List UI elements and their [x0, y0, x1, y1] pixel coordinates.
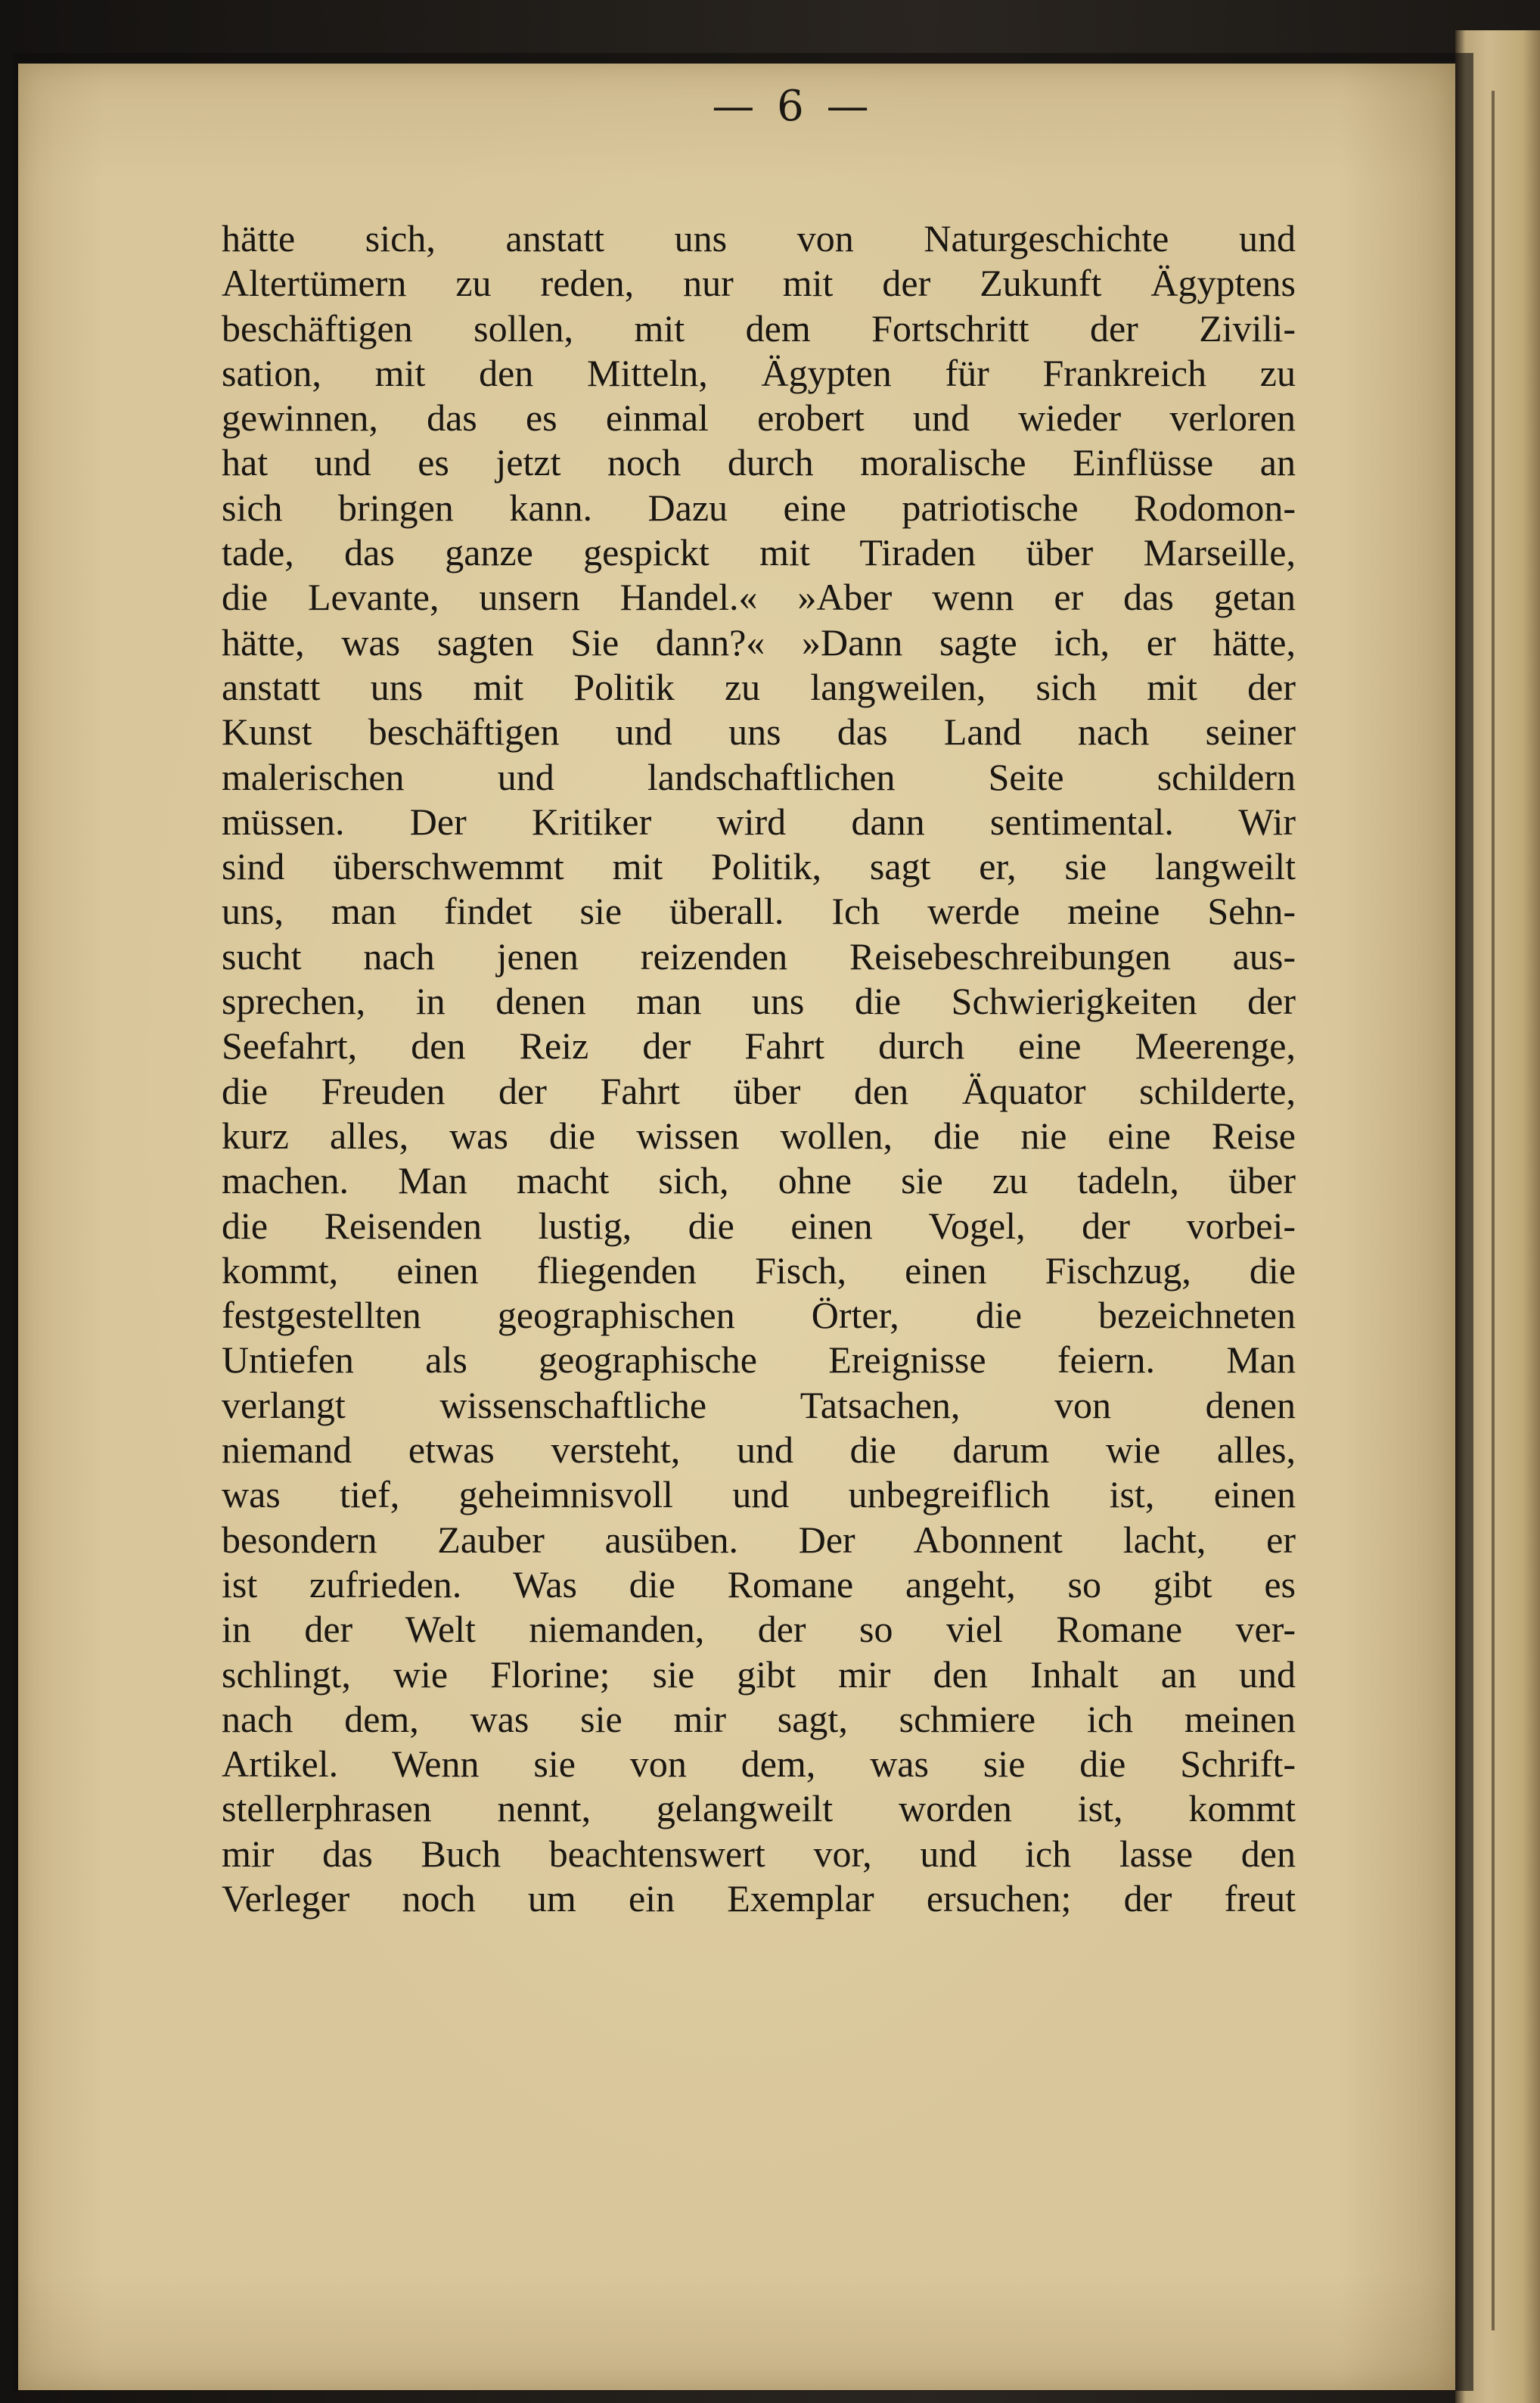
text-line: ist zufrieden. Was die Romane angeht, so gibt es: [222, 1562, 1296, 1606]
text-line: müssen. Der Kritiker wird dann sentimental. Wir: [222, 800, 1296, 843]
body-text: [222, 216, 1296, 1921]
text-line: sind überschwemmt mit Politik, sagt er, sie langweilt: [222, 845, 1296, 888]
text-line: kommt, einen fliegenden Fisch, einen Fischzug, die: [222, 1248, 1296, 1292]
text-line: hat und es jetzt noch durch moralische Einflüsse an: [222, 441, 1296, 484]
text-line: sich bringen kann. Dazu eine patriotische Rodomon-: [222, 486, 1296, 529]
text-line: Kunst beschäftigen und uns das Land nach seiner: [222, 710, 1296, 754]
text-line: malerischen und landschaftlichen Seite schildern: [222, 755, 1296, 798]
text-line: nach dem, was sie mir sagt, schmiere ich meinen: [222, 1697, 1296, 1740]
page-number: — 6 —: [712, 82, 874, 131]
text-line: was tief, geheimnisvoll und unbegreiflich ist, einen: [222, 1473, 1296, 1516]
text-line: schlingt, wie Florine; sie gibt mir den Inhalt an und: [222, 1652, 1296, 1696]
text-line: Altertümern zu reden, nur mit der Zukunft Ägyptens: [222, 262, 1296, 305]
text-line: in der Welt niemanden, der so viel Romane ver-: [222, 1608, 1296, 1651]
text-line: sation, mit den Mitteln, Ägypten für Frankreich zu: [222, 351, 1296, 394]
text-line: die Freuden der Fahrt über den Äquator schilderte,: [222, 1069, 1296, 1112]
text-line: Artikel. Wenn sie von dem, was sie die Schrift-: [222, 1742, 1296, 1786]
text-line: sucht nach jenen reizenden Reisebeschreibungen aus-: [222, 934, 1296, 978]
text-line: sprechen, in denen man uns die Schwierigkeiten der: [222, 980, 1296, 1023]
text-line: beschäftigen sollen, mit dem Fortschritt der Zivili-: [222, 306, 1296, 350]
text-line: gewinnen, das es einmal erobert und wieder verloren: [222, 396, 1296, 440]
page-edge-line: [1492, 91, 1495, 2330]
text-line: hätte sich, anstatt uns von Naturgeschichte und: [222, 217, 1296, 260]
text-line: die Reisenden lustig, die einen Vogel, der vorbei-: [222, 1204, 1296, 1247]
text-line: die Levante, unsern Handel.« »Aber wenn er das getan: [222, 576, 1296, 619]
text-line: mir das Buch beachtenswert vor, und ich lasse den: [222, 1832, 1296, 1875]
text-line: kurz alles, was die wissen wollen, die nie eine Reise: [222, 1114, 1296, 1157]
text-line: anstatt uns mit Politik zu langweilen, sich mit der: [222, 665, 1296, 708]
text-line: uns, man findet sie überall. Ich werde meine Sehn-: [222, 890, 1296, 933]
text-line: tade, das ganze gespickt mit Tiraden über Marseille,: [222, 531, 1296, 574]
text-line: hätte, was sagten Sie dann?« »Dann sagte ich, er hätte,: [222, 620, 1296, 664]
text-line: machen. Man macht sich, ohne sie zu tadeln, über: [222, 1159, 1296, 1202]
text-line: Verleger noch um ein Exemplar ersuchen; der freut: [222, 1876, 1296, 1920]
text-line: festgestellten geographischen Örter, die bezeichneten: [222, 1294, 1296, 1337]
text-line: niemand etwas versteht, und die darum wie alles,: [222, 1428, 1296, 1472]
text-line: besondern Zauber ausüben. Der Abonnent lacht, er: [222, 1518, 1296, 1561]
text-line: Seefahrt, den Reiz der Fahrt durch eine Meerenge,: [222, 1024, 1296, 1068]
text-line: Untiefen als geographische Ereignisse feiern. Man: [222, 1338, 1296, 1382]
text-line: verlangt wissenschaftliche Tatsachen, von denen: [222, 1383, 1296, 1426]
text-line: stellerphrasen nennt, gelangweilt worden ist, kommt: [222, 1787, 1296, 1830]
